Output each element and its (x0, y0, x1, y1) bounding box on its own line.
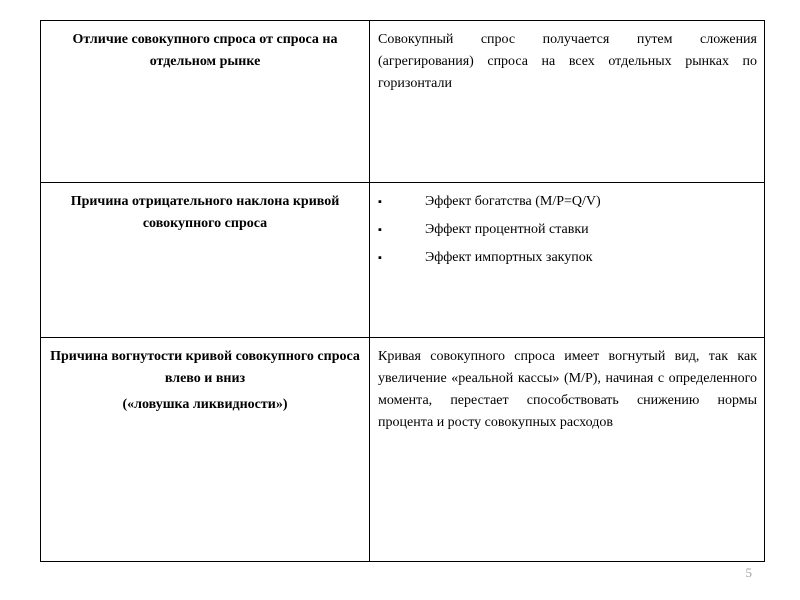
bullet-list (378, 191, 757, 275)
row1-heading: Отличие совокупного спроса от спроса на отдельном рынке (72, 32, 338, 69)
bullet-icon: ▪ (378, 224, 382, 236)
list-item (378, 191, 757, 219)
bullet-text: Эффект богатства (M/P=Q/V) (425, 194, 601, 209)
content-table (40, 20, 765, 562)
row3-heading: Причина вогнутости кривой совокупного спроса влево и вниз (50, 349, 360, 386)
row1-text: Совокупный спрос получается путем сложения (агрегирования) спроса на всех отдельных рынках по горизонтали (378, 32, 757, 91)
row1-left-cell (41, 21, 370, 183)
row3-left-cell (41, 338, 370, 561)
row2-right-cell (370, 183, 764, 338)
list-item (378, 219, 757, 247)
list-item (378, 247, 757, 275)
row3-heading-note: («ловушка ликвидности») (122, 397, 288, 412)
row2-left-cell (41, 183, 370, 338)
row1-right-cell (370, 21, 764, 183)
page-number: 5 (745, 565, 752, 580)
bullet-icon: ▪ (378, 252, 382, 264)
row3-text: Кривая совокупного спроса имеет вогнутый вид, так как увеличение «реальной кассы» (M/P), начиная с определенного момента, перестает способствовать снижению нормы процента и росту совокупных расходов (378, 349, 757, 430)
bullet-text: Эффект импортных закупок (425, 250, 593, 265)
bullet-icon: ▪ (378, 196, 382, 208)
row3-right-cell (370, 338, 764, 561)
bullet-text: Эффект процентной ставки (425, 222, 589, 237)
row2-heading: Причина отрицательного наклона кривой совокупного спроса (70, 194, 340, 231)
